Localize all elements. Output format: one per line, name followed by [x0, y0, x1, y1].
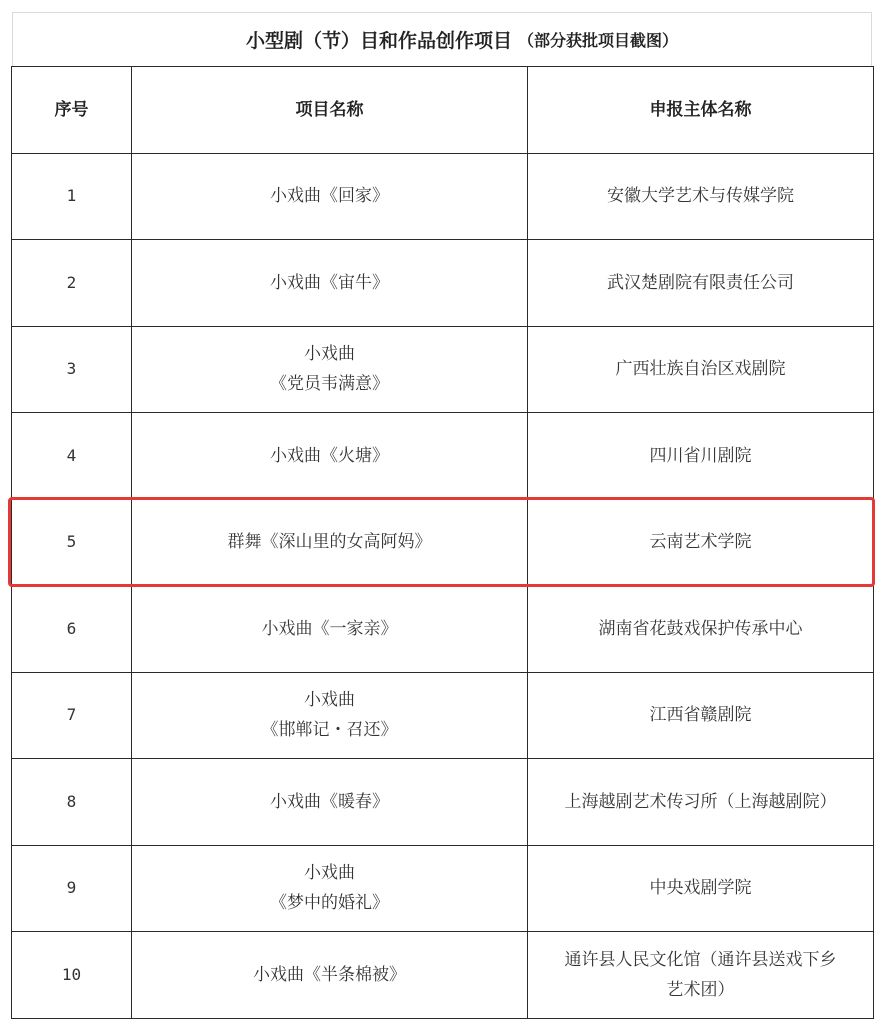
- table-row: [12, 845, 874, 932]
- project-name-cell: [132, 759, 528, 846]
- applicant-cell: [528, 845, 874, 932]
- table-row: [12, 759, 874, 846]
- row-index-cell: 1: [12, 153, 132, 240]
- title-bar: [12, 12, 872, 66]
- applicant-line: 中央戏剧学院: [649, 878, 752, 899]
- applicant-cell: [528, 413, 874, 500]
- project-name-cell: [132, 932, 528, 1019]
- applicant-cell: [528, 586, 874, 673]
- applicant-line: 云南艺术学院: [649, 532, 752, 553]
- project-name-line: 小戏曲《宙牛》: [270, 272, 389, 293]
- project-name-line: 群舞《深山里的女高阿妈》: [227, 532, 432, 553]
- project-name-line: 小戏曲: [304, 344, 355, 365]
- page-subtitle: （部分获批项目截图）: [518, 31, 679, 50]
- column-header-index: 序号: [12, 67, 132, 154]
- project-name-cell: [132, 240, 528, 327]
- applicant-cell: [528, 326, 874, 413]
- project-name-cell: [132, 153, 528, 240]
- projects-table: [11, 66, 874, 1019]
- applicant-line: 广西壮族自治区戏剧院: [615, 359, 786, 380]
- applicant-line: 通许县人民文化馆（通许县送戏下乡: [564, 949, 837, 970]
- project-name-line: 小戏曲《暖春》: [270, 791, 389, 812]
- table-body: [12, 153, 874, 1018]
- project-name-line: 小戏曲《半条棉被》: [253, 964, 406, 985]
- project-name-line: 小戏曲《一家亲》: [261, 618, 398, 639]
- row-index-cell: 3: [12, 326, 132, 413]
- applicant-line: 湖南省花鼓戏保护传承中心: [598, 618, 803, 639]
- applicant-line: 武汉楚剧院有限责任公司: [607, 272, 794, 293]
- column-header-project-name: 项目名称: [132, 67, 528, 154]
- applicant-line: 江西省赣剧院: [649, 705, 752, 726]
- page-title: 小型剧（节）目和作品创作项目: [245, 30, 512, 52]
- row-index-cell: 9: [12, 845, 132, 932]
- applicant-line: 四川省川剧院: [649, 445, 752, 466]
- applicant-line: 艺术团）: [666, 979, 735, 1000]
- project-name-cell: [132, 586, 528, 673]
- project-name-line: 《党员韦满意》: [270, 374, 389, 395]
- table-header-row: [12, 67, 874, 154]
- project-name-cell: [132, 499, 528, 586]
- applicant-cell: [528, 672, 874, 759]
- row-index-cell: 7: [12, 672, 132, 759]
- table-row: [12, 672, 874, 759]
- project-name-line: 小戏曲: [304, 863, 355, 884]
- applicant-cell: [528, 153, 874, 240]
- project-name-cell: [132, 672, 528, 759]
- applicant-cell: [528, 240, 874, 327]
- row-index-cell: 2: [12, 240, 132, 327]
- applicant-line: 上海越剧艺术传习所（上海越剧院）: [564, 791, 837, 812]
- table-row: [12, 326, 874, 413]
- row-index-cell: 5: [12, 499, 132, 586]
- table-row: [12, 153, 874, 240]
- applicant-cell: [528, 932, 874, 1019]
- table-row: [12, 586, 874, 673]
- project-name-line: 小戏曲: [304, 690, 355, 711]
- project-name-line: 《邯郸记・召还》: [261, 720, 398, 741]
- applicant-line: 安徽大学艺术与传媒学院: [607, 186, 794, 207]
- project-name-cell: [132, 326, 528, 413]
- project-name-line: 小戏曲《回家》: [270, 186, 389, 207]
- table-row: [12, 240, 874, 327]
- project-name-cell: [132, 413, 528, 500]
- table-row: [12, 413, 874, 500]
- row-index-cell: 4: [12, 413, 132, 500]
- row-index-cell: 10: [12, 932, 132, 1019]
- project-name-cell: [132, 845, 528, 932]
- row-index-cell: 8: [12, 759, 132, 846]
- project-name-line: 《梦中的婚礼》: [270, 893, 389, 914]
- row-index-cell: 6: [12, 586, 132, 673]
- column-header-applicant: 申报主体名称: [528, 67, 874, 154]
- table-row: [12, 499, 874, 586]
- project-name-line: 小戏曲《火塘》: [270, 445, 389, 466]
- table-row: [12, 932, 874, 1019]
- applicant-cell: [528, 499, 874, 586]
- applicant-cell: [528, 759, 874, 846]
